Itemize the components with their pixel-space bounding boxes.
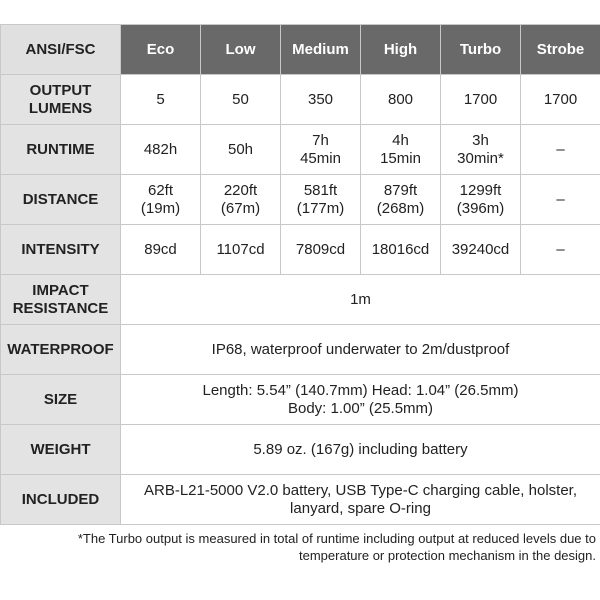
label-weight: WEIGHT [1, 425, 121, 475]
row-impact-resistance [1, 275, 600, 325]
output-eco: 5 [121, 75, 201, 125]
output-strobe: 1700 [521, 75, 600, 125]
mode-low: Low [201, 25, 281, 75]
mode-high: High [361, 25, 441, 75]
row-output-lumens [1, 75, 600, 125]
row-size [1, 375, 600, 425]
label-waterproof: WATERPROOF [1, 325, 121, 375]
header-row [1, 25, 600, 75]
row-waterproof [1, 325, 600, 375]
row-intensity [1, 225, 600, 275]
mode-strobe: Strobe [521, 25, 600, 75]
impact-resistance-value: 1m [121, 275, 600, 325]
label-intensity: INTENSITY [1, 225, 121, 275]
output-high: 800 [361, 75, 441, 125]
label-impact-resistance: IMPACT RESISTANCE [1, 275, 121, 325]
row-distance [1, 175, 600, 225]
runtime-turbo: 3h 30min* [441, 125, 521, 175]
intensity-turbo: 39240cd [441, 225, 521, 275]
runtime-strobe: – [521, 125, 600, 175]
spec-table [0, 24, 600, 525]
intensity-medium: 7809cd [281, 225, 361, 275]
included-value: ARB-L21-5000 V2.0 battery, USB Type-C charging cable, holster, lanyard, spare O-ring [121, 475, 600, 525]
output-low: 50 [201, 75, 281, 125]
label-included: INCLUDED [1, 475, 121, 525]
runtime-low: 50h [201, 125, 281, 175]
runtime-medium: 7h 45min [281, 125, 361, 175]
label-output-lumens: OUTPUT LUMENS [1, 75, 121, 125]
distance-turbo: 1299ft (396m) [441, 175, 521, 225]
turbo-footnote: *The Turbo output is measured in total of runtime including output at reduced levels due to temperature or protection mechanism in the design. [77, 531, 596, 563]
distance-high: 879ft (268m) [361, 175, 441, 225]
label-runtime: RUNTIME [1, 125, 121, 175]
output-turbo: 1700 [441, 75, 521, 125]
mode-medium: Medium [281, 25, 361, 75]
row-included [1, 475, 600, 525]
mode-turbo: Turbo [441, 25, 521, 75]
intensity-strobe: – [521, 225, 600, 275]
size-value: Length: 5.54” (140.7mm) Head: 1.04” (26.5mm) Body: 1.00” (25.5mm) [121, 375, 600, 425]
intensity-low: 1107cd [201, 225, 281, 275]
distance-low: 220ft (67m) [201, 175, 281, 225]
waterproof-value: IP68, waterproof underwater to 2m/dustproof [121, 325, 600, 375]
mode-eco: Eco [121, 25, 201, 75]
distance-strobe: – [521, 175, 600, 225]
output-medium: 350 [281, 75, 361, 125]
distance-eco: 62ft (19m) [121, 175, 201, 225]
weight-value: 5.89 oz. (167g) including battery [121, 425, 600, 475]
runtime-eco: 482h [121, 125, 201, 175]
header-corner-label: ANSI/FSC [1, 25, 121, 75]
runtime-high: 4h 15min [361, 125, 441, 175]
intensity-high: 18016cd [361, 225, 441, 275]
row-weight [1, 425, 600, 475]
distance-medium: 581ft (177m) [281, 175, 361, 225]
label-size: SIZE [1, 375, 121, 425]
label-distance: DISTANCE [1, 175, 121, 225]
intensity-eco: 89cd [121, 225, 201, 275]
row-runtime [1, 125, 600, 175]
